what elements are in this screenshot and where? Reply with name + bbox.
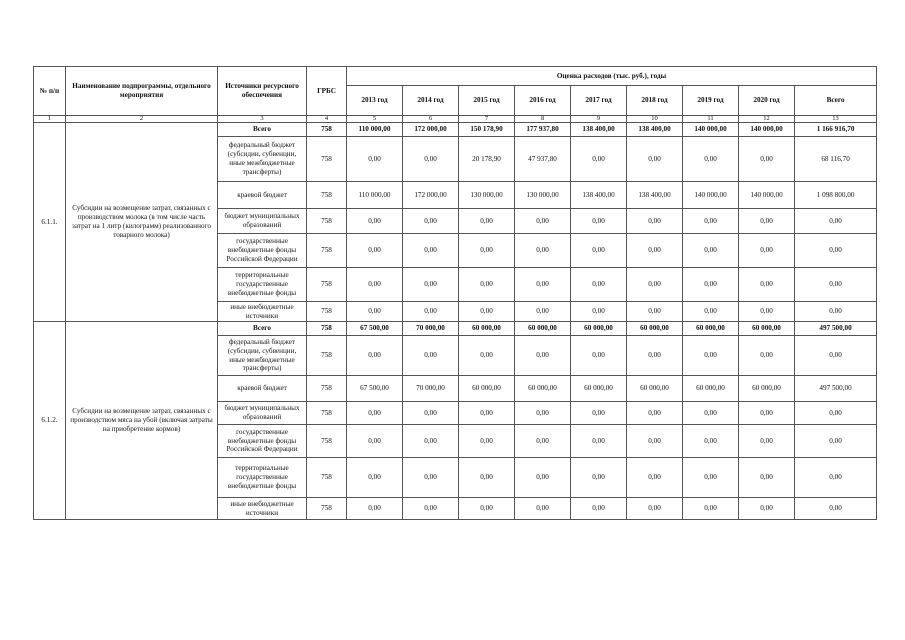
- header-year: 2020 год: [739, 86, 795, 116]
- value-cell: 0,00: [515, 234, 571, 268]
- value-cell: 0,00: [627, 302, 683, 322]
- grbs-cell: 758: [307, 123, 347, 137]
- value-cell: 0,00: [459, 302, 515, 322]
- value-cell: 0,00: [403, 234, 459, 268]
- header-year: 2018 год: [627, 86, 683, 116]
- value-cell: 67 500,00: [347, 322, 403, 336]
- value-cell: 0,00: [627, 336, 683, 376]
- value-cell: 140 000,00: [739, 123, 795, 137]
- source-cell: бюджет муниципальных образований: [218, 209, 307, 234]
- grbs-cell: 758: [307, 498, 347, 520]
- value-cell: 0,00: [515, 425, 571, 458]
- value-cell: 60 000,00: [683, 376, 739, 402]
- value-cell: 70 000,00: [403, 376, 459, 402]
- value-cell: 70 000,00: [403, 322, 459, 336]
- value-cell: 60 000,00: [515, 376, 571, 402]
- value-cell: 0,00: [403, 458, 459, 498]
- value-cell: 60 000,00: [627, 322, 683, 336]
- value-cell: 110 000,00: [347, 123, 403, 137]
- source-cell: краевой бюджет: [218, 182, 307, 209]
- value-cell: 0,00: [403, 302, 459, 322]
- value-cell: 60 000,00: [571, 322, 627, 336]
- value-cell: 138 400,00: [627, 123, 683, 137]
- value-cell: 0,00: [403, 209, 459, 234]
- header-year: Всего: [795, 86, 877, 116]
- value-cell: 0,00: [571, 268, 627, 302]
- value-cell: 0,00: [459, 234, 515, 268]
- column-number: 3: [218, 116, 307, 123]
- grbs-cell: 758: [307, 402, 347, 425]
- header-year: 2017 год: [571, 86, 627, 116]
- total-value-cell: 0,00: [795, 336, 877, 376]
- value-cell: 0,00: [515, 268, 571, 302]
- value-cell: 0,00: [515, 498, 571, 520]
- value-cell: 0,00: [403, 402, 459, 425]
- value-cell: 0,00: [739, 498, 795, 520]
- value-cell: 0,00: [627, 458, 683, 498]
- grbs-cell: 758: [307, 376, 347, 402]
- column-number: 10: [627, 116, 683, 123]
- value-cell: 140 000,00: [739, 182, 795, 209]
- value-cell: 0,00: [459, 498, 515, 520]
- total-value-cell: 0,00: [795, 268, 877, 302]
- value-cell: 0,00: [627, 425, 683, 458]
- value-cell: 0,00: [571, 234, 627, 268]
- column-number: 6: [403, 116, 459, 123]
- header-grbs: ГРБС: [307, 67, 347, 116]
- value-cell: 60 000,00: [515, 322, 571, 336]
- total-value-cell: 0,00: [795, 425, 877, 458]
- value-cell: 0,00: [459, 209, 515, 234]
- value-cell: 0,00: [403, 137, 459, 182]
- total-value-cell: 497 500,00: [795, 322, 877, 336]
- value-cell: 60 000,00: [739, 376, 795, 402]
- column-number: 11: [683, 116, 739, 123]
- total-value-cell: 0,00: [795, 234, 877, 268]
- value-cell: 0,00: [403, 498, 459, 520]
- grbs-cell: 758: [307, 336, 347, 376]
- value-cell: 47 937,80: [515, 137, 571, 182]
- total-value-cell: 1 166 916,70: [795, 123, 877, 137]
- value-cell: 0,00: [515, 209, 571, 234]
- value-cell: 60 000,00: [627, 376, 683, 402]
- item-number: 6.1.2.: [34, 322, 66, 520]
- column-number: 1: [34, 116, 66, 123]
- value-cell: 0,00: [459, 336, 515, 376]
- value-cell: 0,00: [515, 302, 571, 322]
- grbs-cell: 758: [307, 425, 347, 458]
- source-cell: федеральный бюджет (субсидии, субвенции, иные межбюджетные трансферты): [218, 336, 307, 376]
- value-cell: 0,00: [683, 209, 739, 234]
- header-estimate: Оценка расходов (тыс. руб.), годы: [347, 67, 877, 86]
- value-cell: 0,00: [347, 498, 403, 520]
- header-year: 2014 год: [403, 86, 459, 116]
- table-row: [34, 123, 877, 137]
- value-cell: 140 000,00: [683, 182, 739, 209]
- grbs-cell: 758: [307, 458, 347, 498]
- value-cell: 0,00: [627, 234, 683, 268]
- value-cell: 0,00: [739, 402, 795, 425]
- header-year: 2016 год: [515, 86, 571, 116]
- value-cell: 60 000,00: [739, 322, 795, 336]
- value-cell: 0,00: [571, 402, 627, 425]
- header-sources: Источники ресурсного обеспечения: [218, 67, 307, 116]
- total-value-cell: 68 116,70: [795, 137, 877, 182]
- source-cell: Всего: [218, 123, 307, 137]
- column-number: 2: [66, 116, 218, 123]
- item-number: 6.1.1.: [34, 123, 66, 322]
- value-cell: 172 000,00: [403, 182, 459, 209]
- header-num: № п/п: [34, 67, 66, 116]
- source-cell: территориальные государственные внебюджетные фонды: [218, 268, 307, 302]
- value-cell: 0,00: [683, 458, 739, 498]
- budget-table: [33, 66, 877, 520]
- value-cell: 138 400,00: [571, 182, 627, 209]
- value-cell: 0,00: [627, 268, 683, 302]
- total-value-cell: 0,00: [795, 458, 877, 498]
- value-cell: 0,00: [683, 498, 739, 520]
- column-number: 7: [459, 116, 515, 123]
- value-cell: 0,00: [347, 209, 403, 234]
- value-cell: 0,00: [403, 425, 459, 458]
- value-cell: 0,00: [683, 336, 739, 376]
- value-cell: 0,00: [739, 458, 795, 498]
- value-cell: 0,00: [627, 402, 683, 425]
- value-cell: 0,00: [627, 209, 683, 234]
- total-value-cell: 0,00: [795, 402, 877, 425]
- value-cell: 0,00: [347, 137, 403, 182]
- value-cell: 0,00: [403, 268, 459, 302]
- grbs-cell: 758: [307, 268, 347, 302]
- grbs-cell: 758: [307, 302, 347, 322]
- item-name: Субсидии на возмещение затрат, связанных с производством мяса на убой (включая затраты на приобретение кормов): [66, 322, 218, 520]
- value-cell: 150 178,90: [459, 123, 515, 137]
- value-cell: 177 937,80: [515, 123, 571, 137]
- value-cell: 60 000,00: [459, 322, 515, 336]
- source-cell: Всего: [218, 322, 307, 336]
- value-cell: 0,00: [347, 458, 403, 498]
- total-value-cell: 0,00: [795, 498, 877, 520]
- value-cell: 0,00: [739, 302, 795, 322]
- source-cell: иные внебюджетные источники: [218, 302, 307, 322]
- value-cell: 0,00: [739, 268, 795, 302]
- total-value-cell: 0,00: [795, 302, 877, 322]
- value-cell: 60 000,00: [571, 376, 627, 402]
- source-cell: государственные внебюджетные фонды Российской Федерации: [218, 234, 307, 268]
- value-cell: 0,00: [739, 336, 795, 376]
- header-year: 2015 год: [459, 86, 515, 116]
- value-cell: 110 000,00: [347, 182, 403, 209]
- value-cell: 60 000,00: [459, 376, 515, 402]
- value-cell: 0,00: [683, 234, 739, 268]
- value-cell: 0,00: [571, 425, 627, 458]
- header-year: 2019 год: [683, 86, 739, 116]
- item-name: Субсидии на возмещение затрат, связанных с производством молока (в том числе часть затрат на 1 литр (килограмм) реализованного товарного молока): [66, 123, 218, 322]
- total-value-cell: 0,00: [795, 209, 877, 234]
- column-number: 5: [347, 116, 403, 123]
- table-row: [34, 322, 877, 336]
- total-value-cell: 497 500,00: [795, 376, 877, 402]
- value-cell: 0,00: [515, 402, 571, 425]
- source-cell: государственные внебюджетные фонды Российской Федерации: [218, 425, 307, 458]
- value-cell: 0,00: [347, 425, 403, 458]
- value-cell: 0,00: [347, 302, 403, 322]
- value-cell: 0,00: [739, 234, 795, 268]
- header-year: 2013 год: [347, 86, 403, 116]
- value-cell: 0,00: [627, 137, 683, 182]
- value-cell: 0,00: [347, 234, 403, 268]
- value-cell: 0,00: [739, 209, 795, 234]
- column-number: 9: [571, 116, 627, 123]
- value-cell: 138 400,00: [627, 182, 683, 209]
- value-cell: 0,00: [683, 268, 739, 302]
- value-cell: 0,00: [683, 402, 739, 425]
- value-cell: 0,00: [683, 425, 739, 458]
- value-cell: 0,00: [739, 425, 795, 458]
- column-number: 8: [515, 116, 571, 123]
- value-cell: 0,00: [347, 268, 403, 302]
- value-cell: 0,00: [571, 336, 627, 376]
- grbs-cell: 758: [307, 322, 347, 336]
- grbs-cell: 758: [307, 137, 347, 182]
- value-cell: 0,00: [683, 302, 739, 322]
- source-cell: территориальные государственные внебюджетные фонды: [218, 458, 307, 498]
- value-cell: 0,00: [347, 402, 403, 425]
- grbs-cell: 758: [307, 182, 347, 209]
- source-cell: бюджет муниципальных образований: [218, 402, 307, 425]
- value-cell: 0,00: [571, 209, 627, 234]
- value-cell: 0,00: [459, 425, 515, 458]
- value-cell: 138 400,00: [571, 123, 627, 137]
- value-cell: 172 000,00: [403, 123, 459, 137]
- source-cell: федеральный бюджет (субсидии, субвенции, иные межбюджетные трансферты): [218, 137, 307, 182]
- source-cell: иные внебюджетные источники: [218, 498, 307, 520]
- value-cell: 0,00: [571, 302, 627, 322]
- source-cell: краевой бюджет: [218, 376, 307, 402]
- header-name: Наименование подпрограммы, отдельного мероприятия: [66, 67, 218, 116]
- column-number: 4: [307, 116, 347, 123]
- value-cell: 140 000,00: [683, 123, 739, 137]
- value-cell: 0,00: [347, 336, 403, 376]
- value-cell: 0,00: [683, 137, 739, 182]
- value-cell: 0,00: [459, 268, 515, 302]
- value-cell: 0,00: [739, 137, 795, 182]
- grbs-cell: 758: [307, 234, 347, 268]
- value-cell: 20 178,90: [459, 137, 515, 182]
- value-cell: 130 000,00: [459, 182, 515, 209]
- column-number: 12: [739, 116, 795, 123]
- value-cell: 0,00: [515, 336, 571, 376]
- value-cell: 0,00: [403, 336, 459, 376]
- value-cell: 67 500,00: [347, 376, 403, 402]
- value-cell: 60 000,00: [683, 322, 739, 336]
- value-cell: 0,00: [459, 458, 515, 498]
- grbs-cell: 758: [307, 209, 347, 234]
- value-cell: 0,00: [571, 137, 627, 182]
- value-cell: 0,00: [571, 458, 627, 498]
- value-cell: 0,00: [571, 498, 627, 520]
- value-cell: 130 000,00: [515, 182, 571, 209]
- value-cell: 0,00: [627, 498, 683, 520]
- total-value-cell: 1 098 800,00: [795, 182, 877, 209]
- value-cell: 0,00: [459, 402, 515, 425]
- column-number: 13: [795, 116, 877, 123]
- value-cell: 0,00: [515, 458, 571, 498]
